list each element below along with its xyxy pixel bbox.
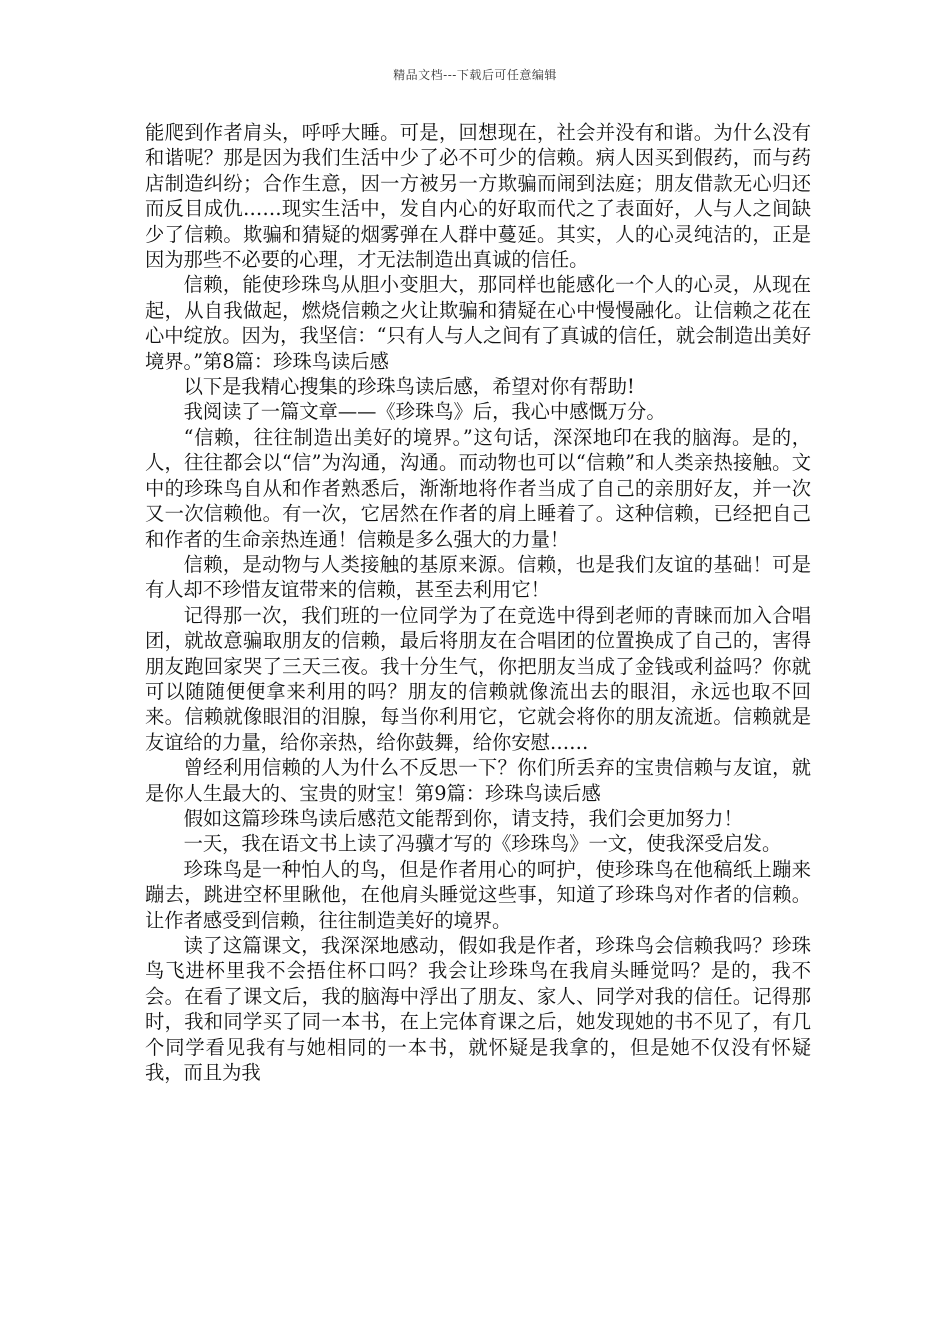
paragraph: 以下是我精心搜集的珍珠鸟读后感，希望对你有帮助! bbox=[183, 375, 635, 399]
paragraph: 假如这篇珍珠鸟读后感范文能帮到你，请支持，我们会更加努力！ bbox=[183, 806, 743, 830]
paragraph: 记得那一次，我们班的一位同学为了在竞选中得到老师的青睐而加入合唱团，就故意骗取朋友的信赖，最后将朋友在合唱团的位置换成了自己的，害得朋友跑回家哭了三天三夜。我十分生气，你把朋友当成了金钱或利益吗？你就可以随随便便拿来利用的吗？朋友的信赖就像流出去的眼泪，永远也取不回来。信赖就像眼泪的泪腺，每当你利用它，它就会将你的朋友流逝。信赖就是友谊给的力量，给你亲热，给你鼓舞，给你安慰…… bbox=[145, 603, 811, 754]
document-body bbox=[145, 120, 811, 1085]
paragraph: 曾经利用信赖的人为什么不反思一下？你们所丢弃的宝贵信赖与友谊，就是你人生最大的、宝贵的财宝！第9篇：珍珠鸟读后感 bbox=[145, 756, 811, 805]
paragraph: 信赖，能使珍珠鸟从胆小变胆大，那同样也能感化一个人的心灵，从现在起，从自我做起，燃烧信赖之火让欺骗和猜疑在心中慢慢融化。让信赖之花在心中绽放。因为，我坚信：“只有人与人之间有了真诚的信任，就会制造出美好境界。”第8篇：珍珠鸟读后感 bbox=[145, 273, 811, 373]
page-header: 精品文档---下载后可任意编辑 bbox=[393, 68, 557, 82]
paragraph: “信赖，往往制造出美好的境界。”这句话，深深地印在我的脑海。是的，人，往往都会以“信”为沟通，沟通。而动物也可以“信赖”和人类亲热接触。文中的珍珠鸟自从和作者熟悉后，渐渐地将作者当成了自己的亲朋好友，并一次又一次信赖他。有一次，它居然在作者的肩上睡着了。这种信赖，已经把自己和作者的生命亲热连通！信赖是多么强大的力量！ bbox=[145, 425, 811, 551]
paragraph: 能爬到作者肩头，呼呼大睡。可是，回想现在，社会并没有和谐。为什么没有和谐呢？那是因为我们生活中少了必不可少的信赖。病人因买到假药，而与药店制造纠纷；合作生意，因一方被另一方欺骗而闹到法庭；朋友借款无心归还而反目成仇……现实生活中，发自内心的好取而代之了表面好，人与人之间缺少了信赖。欺骗和猜疑的烟雾弹在人群中蔓延。其实，人的心灵纯洁的，正是因为那些不必要的心理，才无法制造出真诚的信任。 bbox=[145, 121, 811, 272]
paragraph: 读了这篇课文，我深深地感动，假如我是作者，珍珠鸟会信赖我吗？珍珠鸟飞进杯里我不会捂住杯口吗？我会让珍珠鸟在我肩头睡觉吗？是的，我不会。在看了课文后，我的脑海中浮出了朋友、家人、同学对我的信任。记得那时，我和同学买了同一本书，在上完体育课之后，她发现她的书不见了，有几个同学看见我有与她相同的一本书，就怀疑是我拿的，但是她不仅没有怀疑我，而且为我 bbox=[145, 934, 811, 1085]
paragraph: 一天，我在语文书上读了冯骥才写的《珍珠鸟》一文，使我深受启发。 bbox=[183, 832, 782, 856]
paragraph: 信赖，是动物与人类接触的基原来源。信赖，也是我们友谊的基础！可是有人却不珍惜友谊带来的信赖，甚至去利用它！ bbox=[145, 552, 811, 602]
paragraph: 珍珠鸟是一种怕人的鸟，但是作者用心的呵护，使珍珠鸟在他稿纸上蹦来蹦去，跳进空杯里瞅他，在他肩头睡觉这些事，知道了珍珠鸟对作者的信赖。让作者感受到信赖，往往制造美好的境界。 bbox=[145, 857, 811, 932]
paragraph: 我阅读了一篇文章——《珍珠鸟》后，我心中感慨万分。 bbox=[183, 400, 666, 424]
